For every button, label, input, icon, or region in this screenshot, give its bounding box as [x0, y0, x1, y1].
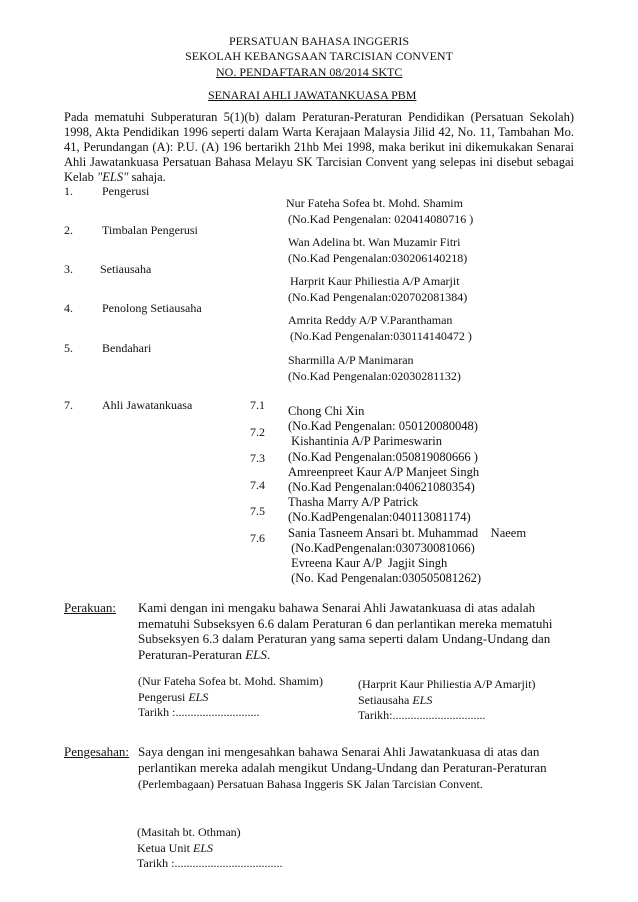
org-name: PERSATUAN BAHASA INGGERIS — [228, 34, 410, 48]
position-title: Penolong Setiausaha — [102, 301, 202, 315]
member-ic-number: (No.Kad Pengenalan:030206140218) — [288, 251, 468, 265]
date-field: Tarikh :............................ — [138, 705, 260, 719]
perakuan-text: Kami dengan ini mengaku bahawa Senarai Ahli Jawatankuasa di atas adalah mematuhi Subseksyen 6.6 dalam Peraturan 6 dan perlantikan mereka mematuhi Subseksyen 6.3 dalam Peraturan yang sama seperti dalam Undang-Undang dan Peraturan-Peraturan ELS. — [138, 600, 553, 662]
member-ic-number: (No.Kad Pengenalan:02030281132) — [288, 369, 461, 383]
member-ic-number: (No.KadPengenalan:030730081066) — [288, 540, 475, 555]
position-title: Bendahari — [102, 341, 152, 355]
member-ic-number: (No.Kad Pengenalan:050819080666 ) — [288, 449, 478, 464]
date-field: Tarikh :.................................... — [137, 856, 283, 870]
signature-unit-head: (Masitah bt. Othman) Ketua Unit ELS Tarikh :.................................... — [137, 825, 283, 870]
position-number: 5. — [64, 341, 73, 355]
member-ic-number: (No.Kad Pengenalan:040621080354) — [288, 480, 475, 495]
member-name: Amreenpreet Kaur A/P Manjeet Singh — [288, 464, 480, 479]
signatory-role: Ketua Unit — [137, 840, 190, 855]
signature-right: (Harprit Kaur Philiestia A/P Amarjit) Setiausaha ELS Tarikh:............................... — [358, 677, 536, 722]
member-name: Wan Adelina bt. Wan Muzamir Fitri — [288, 235, 461, 249]
committee-subnumber: 7.4 — [250, 477, 265, 492]
intro-paragraph: Pada mematuhi Subperaturan 5(1)(b) dalam Peraturan-Peraturan Pendidikan (Persatuan Sekolah) 1998, Akta Pendidikan 1996 seperti dalam Warta Kerajaan Malaysia Jilid 42, No. 11, Tambahan Mo. 41, Perundangan (A): P.U. (A) 196 bertarikh 21hb Mei 1998, maka berikut ini dikemukakan Senarai Ahli Jawatankuasa Persatuan Bahasa Melayu SK Tarcisian Convent yang selepas ini disebut sebagai Kelab "ELS" sahaja. — [64, 110, 574, 184]
committee-subnumber: 7.6 — [250, 530, 265, 545]
position-number: 3. — [64, 262, 73, 276]
signatory-role: Pengerusi — [138, 689, 186, 704]
committee-subnumber: 7.1 — [250, 398, 265, 412]
position-number: 4. — [64, 301, 73, 315]
position-number: 2. — [64, 223, 73, 237]
position-title: Timbalan Pengerusi — [102, 223, 198, 237]
member-name: Amrita Reddy A/P V.Paranthaman — [288, 313, 453, 327]
signatory-role: Setiausaha — [358, 692, 410, 707]
member-name: Nur Fateha Sofea bt. Mohd. Shamim — [286, 196, 463, 210]
member-name: Kishantinia A/P Parimeswarin — [288, 434, 443, 449]
committee-subnumber: 7.3 — [250, 451, 265, 465]
member-ic-number: (No.Kad Pengenalan:020702081384) — [288, 290, 468, 304]
pengesahan-text: Saya dengan ini mengesahkan bahawa Senarai Ahli Jawatankuasa di atas dan perlantikan mereka adalah mengikut Undang-Undang dan Peraturan-Peraturan (Perlembagaan) Persatuan Bahasa Inggeris SK Jalan Tarcisian Convent. — [138, 744, 547, 791]
signature-left: (Nur Fateha Sofea bt. Mohd. Shamim) Pengerusi ELS Tarikh :............................ — [138, 674, 323, 719]
date-field: Tarikh:............................... — [358, 708, 486, 722]
member-name: Chong Chi Xin — [288, 404, 365, 418]
member-name: Sania Tasneem Ansari bt. Muhammad Naeem — [288, 525, 527, 540]
committee-number: 7. — [64, 398, 73, 412]
registration-number: NO. PENDAFTARAN 08/2014 SKTC — [216, 65, 403, 79]
committee-title: Ahli Jawatankuasa — [102, 398, 193, 412]
member-ic-number: (No.Kad Pengenalan: 020414080716 ) — [288, 212, 474, 226]
pengesahan-label: Pengesahan: — [64, 744, 129, 759]
position-title: Setiausaha — [100, 262, 152, 276]
signatory-name: (Masitah bt. Othman) — [137, 825, 241, 839]
committee-subnumber: 7.5 — [250, 504, 265, 518]
member-ic-number: (No. Kad Pengenalan:030505081262) — [288, 571, 482, 586]
member-ic-number: (No.KadPengenalan:040113081174) — [288, 510, 471, 525]
position-number: 1. — [64, 184, 73, 198]
signatory-name: (Harprit Kaur Philiestia A/P Amarjit) — [358, 677, 536, 691]
position-title: Pengerusi — [102, 184, 150, 198]
signatory-name: (Nur Fateha Sofea bt. Mohd. Shamim) — [138, 674, 323, 688]
committee-subnumber: 7.2 — [250, 424, 265, 439]
member-name: Evreena Kaur A/P Jagjit Singh — [288, 556, 448, 571]
perakuan-label: Perakuan: — [64, 600, 116, 615]
school-name: SEKOLAH KEBANGSAAN TARCISIAN CONVENT — [185, 49, 453, 63]
member-name: Thasha Marry A/P Patrick — [288, 495, 419, 510]
club-name: "ELS" — [96, 170, 129, 184]
member-name: Harprit Kaur Philiestia A/P Amarjit — [290, 274, 460, 288]
document-title: SENARAI AHLI JAWATANKUASA PBM — [208, 88, 417, 102]
member-name: Sharmilla A/P Manimaran — [288, 353, 414, 367]
member-ic-number: (No.Kad Pengenalan: 050120080048) — [288, 419, 478, 434]
member-ic-number: (No.Kad Pengenalan:030114140472 ) — [290, 329, 472, 343]
committee-members — [288, 404, 526, 586]
